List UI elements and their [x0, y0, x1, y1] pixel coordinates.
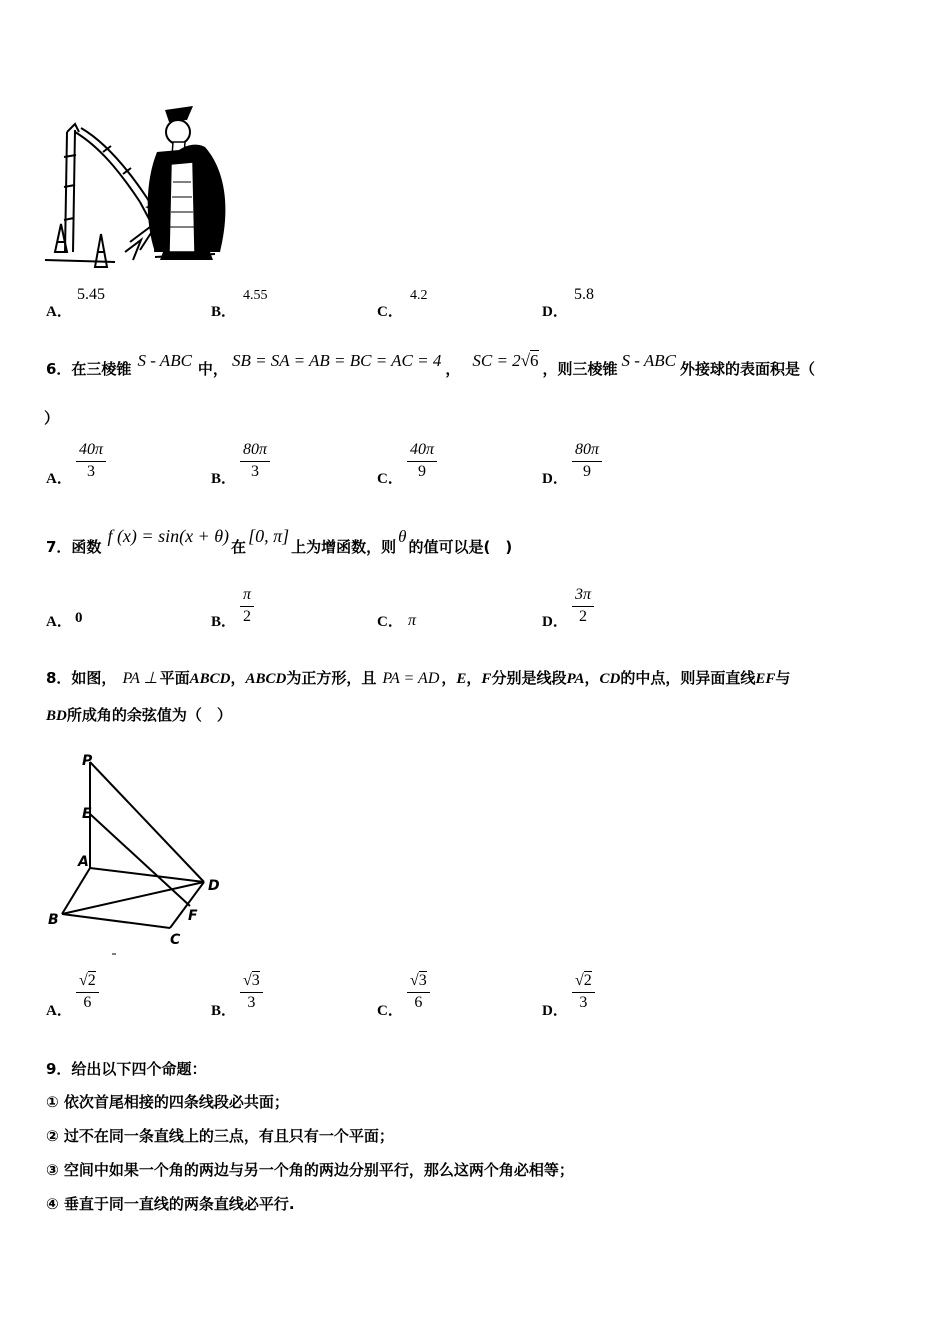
q5-option-d-letter: D． [542, 304, 568, 320]
q7-option-d-letter: D． [542, 614, 568, 630]
q8-bold-5: PA [566, 671, 585, 687]
q6-text-3: ， [445, 360, 461, 378]
q8-option-b-fraction [240, 973, 263, 1012]
q8-bold-7: EF [755, 671, 776, 687]
q8-math-2: PA = AD [382, 670, 440, 687]
q8-text-6: ， [466, 669, 482, 687]
q9-statement-1: ① 依次首尾相接的四条线段必共面； [46, 1093, 289, 1111]
q8-bold-8: BD [46, 708, 67, 724]
q7-text-1: 7．函数 [46, 538, 102, 556]
q8-figure-label-p: P [82, 753, 93, 769]
q8-math-1: PA ⊥ [122, 670, 158, 687]
q8-text-9: 的中点，则异面直线 [620, 669, 756, 687]
q6-option-a-den: 3 [87, 462, 95, 480]
q9-statement-3: ③ 空间中如果一个角的两边与另一个角的两边分别平行，那么这两个角必相等； [46, 1161, 574, 1179]
q8-bold-6: CD [599, 671, 621, 687]
q8-option-a-num-wrap [76, 973, 99, 993]
q6-math-3b: 6 [530, 351, 539, 370]
q5-option-b-value: 4.55 [243, 288, 268, 303]
q5-option-b-letter: B． [211, 304, 237, 320]
q6-text-6: ） [44, 409, 60, 427]
question-7-stem [46, 526, 513, 556]
q8-text-4: 为正方形，且 [286, 669, 377, 687]
q6-option-c-num: 40π [407, 442, 437, 462]
question-6-stem [46, 350, 816, 378]
q8-option-c-fraction [407, 973, 430, 1012]
q6-option-a-fraction [76, 442, 106, 481]
q7-option-d-num: 3π [572, 587, 594, 607]
q6-text-4: ，则三棱锥 [542, 360, 618, 378]
q7-option-c-letter: C． [377, 614, 403, 630]
q8-bold-2: ABCD [245, 671, 287, 687]
q8-option-a-den: 6 [83, 993, 92, 1011]
q8-option-b-sqrt: √ [243, 972, 252, 989]
q6-option-d-fraction [572, 442, 602, 481]
q6-option-b-fraction [240, 442, 270, 481]
q8-option-b-num-wrap [240, 973, 263, 993]
q8-figure-label-a: A [78, 854, 89, 870]
q8-figure-label-d: D [208, 878, 220, 894]
q6-option-c-letter: C． [377, 471, 403, 487]
q8-bold-1: ABCD [189, 671, 231, 687]
q8-text-5: ， [441, 669, 457, 687]
q8-option-d-num: 2 [583, 972, 592, 989]
bamboo-scholar-illustration [45, 102, 235, 272]
question-8-stem-line-1 [46, 667, 790, 688]
q7-option-c-value: π [408, 612, 417, 629]
q7-math-3: θ [398, 527, 407, 546]
question-9-title: 9．给出以下四个命题： [46, 1060, 207, 1078]
q8-option-a-sqrt: √ [79, 972, 88, 989]
q8-option-c-sqrt: √ [410, 972, 419, 989]
q8-figure-label-f: F [188, 908, 198, 924]
q6-option-a-num: 40π [76, 442, 106, 462]
q8-option-c-num-wrap [407, 973, 430, 993]
q7-option-d-den: 2 [579, 607, 587, 625]
q8-text-11: 所成角的余弦值为（ ） [66, 706, 232, 724]
q8-pyramid-figure [42, 748, 232, 958]
q5-option-a-letter: A． [46, 304, 72, 320]
q8-figure-label-e: E [82, 806, 92, 822]
q8-figure-label-b: B [48, 912, 59, 928]
q6-text-5: 外接球的表面积是（ [680, 360, 816, 378]
q7-math-2: [0, π] [248, 526, 290, 546]
q6-option-b-letter: B． [211, 471, 237, 487]
q7-option-a-letter: A． [46, 614, 72, 630]
q6-option-d-num: 80π [572, 442, 602, 462]
q6-option-a-letter: A． [46, 471, 72, 487]
q5-option-c-value: 4.2 [410, 288, 428, 303]
q6-math-2: SB = SA = AB = BC = AC = 4 [231, 351, 442, 370]
q8-text-1: 8．如图， [46, 669, 117, 687]
q6-math-3a: SC = 2 [472, 351, 521, 370]
q8-bold-3: E [456, 671, 467, 687]
q8-text-2: 平面 [159, 669, 190, 687]
q8-text-8: ， [584, 669, 600, 687]
q8-option-b-den: 3 [247, 993, 256, 1011]
q8-option-d-den: 3 [579, 993, 588, 1011]
q8-text-10: 与 [775, 669, 791, 687]
q8-option-c-den: 6 [414, 993, 423, 1011]
q7-option-b-fraction [240, 587, 254, 626]
question-8-stem-line-2 [46, 704, 232, 725]
q8-bold-4: F [481, 671, 492, 687]
q9-statement-2: ② 过不在同一条直线上的三点，有且只有一个平面； [46, 1127, 394, 1145]
q8-option-b-num: 3 [251, 972, 260, 989]
q6-option-c-den: 9 [418, 462, 426, 480]
q6-option-b-num: 80π [240, 442, 270, 462]
q8-option-d-letter: D． [542, 1003, 568, 1019]
q6-math-4: S - ABC [621, 351, 677, 370]
q6-math-1: S - ABC [137, 351, 192, 370]
q5-option-c-letter: C． [377, 304, 403, 320]
q6-text-2: 中， [197, 360, 228, 378]
q8-figure-label-c: C [170, 932, 181, 948]
q7-math-1: f (x) = sin(x + θ) [107, 526, 230, 546]
q8-option-a-letter: A． [46, 1003, 72, 1019]
q7-text-3: 上为增函数，则 [291, 538, 397, 556]
q8-text-7: 分别是线段 [491, 669, 567, 687]
q8-text-3: ， [230, 669, 246, 687]
q8-option-d-num-wrap [572, 973, 595, 993]
q8-option-d-sqrt: √ [575, 972, 584, 989]
q8-option-c-letter: C． [377, 1003, 403, 1019]
q6-sqrt-symbol: √ [520, 351, 531, 370]
q6-option-d-den: 9 [583, 462, 591, 480]
q8-option-c-num: 3 [418, 972, 427, 989]
q8-option-a-num: 2 [87, 972, 96, 989]
q5-option-a-value: 5.45 [77, 286, 105, 303]
q8-option-a-fraction [76, 973, 99, 1012]
q6-option-d-letter: D． [542, 471, 568, 487]
q8-option-d-fraction [572, 973, 595, 1012]
q6-text-1: 6．在三棱锥 [46, 360, 132, 378]
q6-option-b-den: 3 [251, 462, 259, 480]
q6-option-c-fraction [407, 442, 437, 481]
q8-option-b-letter: B． [211, 1003, 237, 1019]
q5-option-d-value: 5.8 [574, 286, 594, 303]
q7-option-d-fraction [572, 587, 594, 626]
q9-statement-4: ④ 垂直于同一直线的两条直线必平行. [46, 1195, 295, 1213]
q7-option-b-letter: B． [211, 614, 237, 630]
q7-option-b-den: 2 [243, 607, 251, 625]
q7-text-4: 的值可以是( ) [408, 538, 513, 556]
q7-option-b-num: π [240, 587, 254, 607]
q7-option-a-value: 0 [75, 610, 83, 626]
q7-text-2: 在 [231, 538, 247, 556]
